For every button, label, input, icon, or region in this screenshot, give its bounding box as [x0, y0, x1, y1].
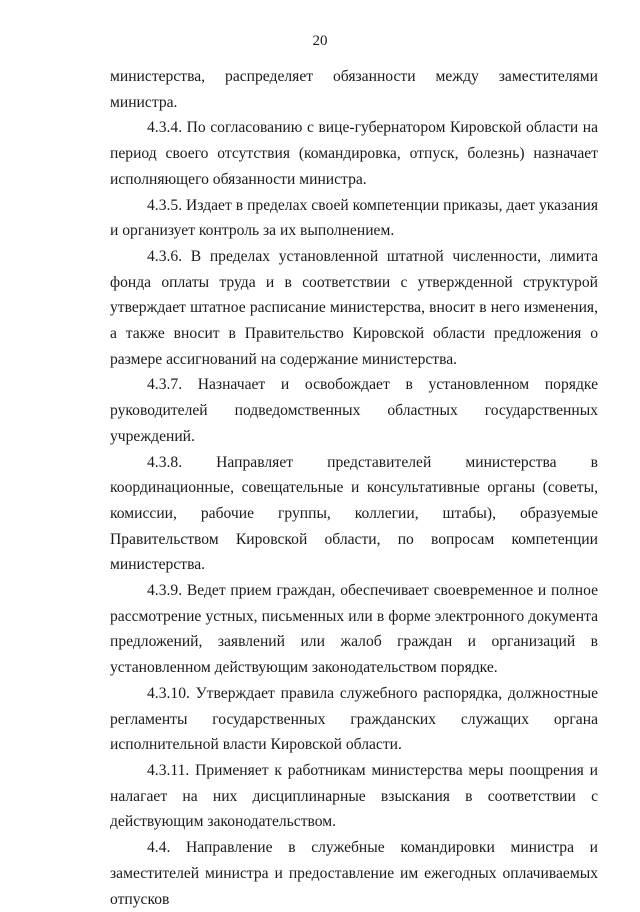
paragraph-4-3-7: 4.3.7. Назначает и освобождает в установленном порядке руководителей подведомственных областных государственных учреждений.	[110, 376, 598, 445]
paragraph-4-3-10: 4.3.10. Утверждает правила служебного распорядка, должностные регламенты государственных гражданских служащих органа исполнительной власти Кировской области.	[110, 684, 598, 754]
paragraph-4-3-6: 4.3.6. В пределах установленной штатной численности, лимита фонда оплаты труда и в соответствии с утвержденной структурой утверждает штатное расписание министерства, вносит в него изменения, а также вносит в Правительство Кировской области предложения о размере ассигнований на содержание министерства.	[110, 247, 598, 368]
paragraph-4-3-9: 4.3.9. Ведет прием граждан, обеспечивает своевременное и полное рассмотрение устных, письменных или в форме электронного документа предложений, заявлений или жалоб граждан и организаций в установленном действующим законодательством порядке.	[110, 582, 598, 677]
document-body	[110, 64, 598, 912]
paragraph-4-3-4: 4.3.4. По согласованию с вице-губернатором Кировской области на период своего отсутствия (командировка, отпуск, болезнь) назначает исполняющего обязанности министра.	[110, 119, 598, 188]
page-number: 20	[312, 33, 328, 49]
paragraph-4-3-11: 4.3.11. Применяет к работникам министерства меры поощрения и налагает на них дисциплинарные взыскания в соответствии с действующим законодательством.	[110, 761, 598, 831]
paragraph-continuation: министерства, распределяет обязанности между заместителями министра.	[110, 68, 598, 111]
paragraph-4-4: 4.4. Направление в служебные командировки министра и заместителей министра и предоставление им ежегодных оплачиваемых отпусков	[110, 839, 598, 908]
paragraph-4-3-5: 4.3.5. Издает в пределах своей компетенции приказы, дает указания и организует контроль за их выполнением.	[110, 196, 598, 240]
paragraph-4-3-8: 4.3.8. Направляет представителей министерства в координационные, совещательные и консультативные органы (советы, комиссии, рабочие группы, коллегии, штабы), образуемые Правительством Кировской области, по вопросам компетенции министерства.	[110, 453, 598, 574]
